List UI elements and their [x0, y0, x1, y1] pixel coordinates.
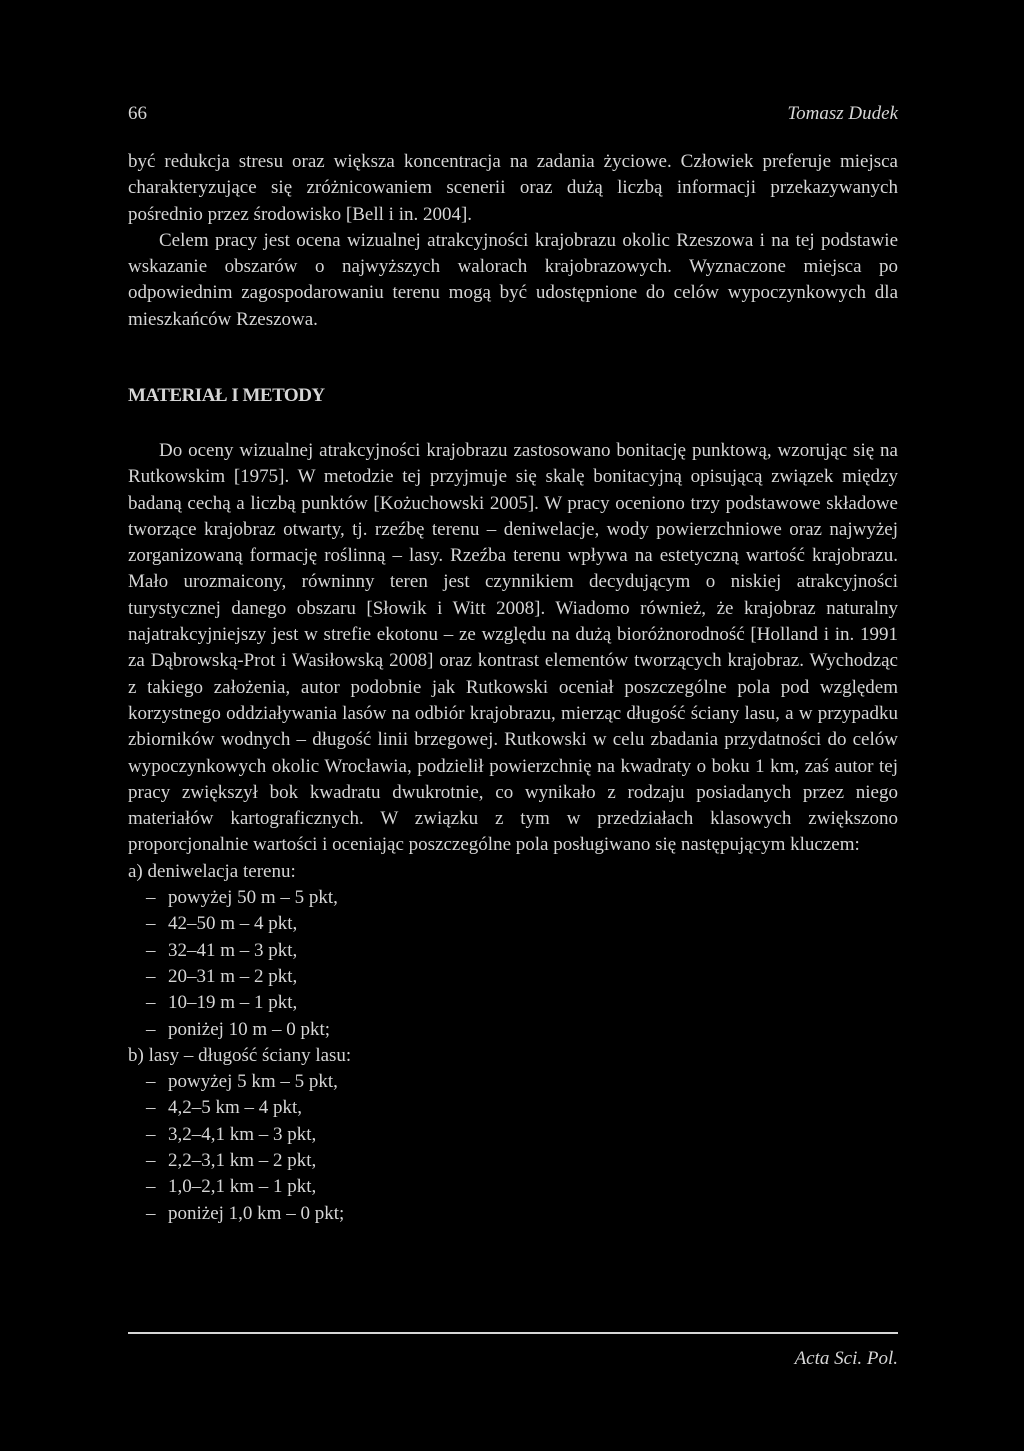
intro-paragraph-2: Celem pracy jest ocena wizualnej atrakcyjności krajobrazu okolic Rzeszowa i na tej podstawie wskazanie obszarów o najwyższych walorach krajobrazowych. Wyznaczone miejsca po odpowiednim zagospodarowaniu terenu mogą być udostępnione do celów wypoczynkowych dla mieszkańców Rzeszowa.: [128, 229, 898, 330]
list-item: – 3,2–4,1 km – 3 pkt,: [146, 1123, 317, 1145]
list-item: – powyżej 50 m – 5 pkt,: [146, 887, 338, 909]
list-item: – 20–31 m – 2 pkt,: [146, 965, 298, 987]
list-item: – poniżej 1,0 km – 0 pkt;: [146, 1202, 345, 1224]
list-item: – 42–50 m – 4 pkt,: [146, 913, 298, 935]
list-b-heading: b) lasy – długość ściany lasu:: [128, 1044, 352, 1066]
running-head-author: Tomasz Dudek: [787, 103, 898, 124]
list-deniwelacja: [128, 859, 898, 1043]
list-lasy: [128, 1043, 898, 1227]
methods-text: [128, 438, 898, 1227]
list-item: – 4,2–5 km – 4 pkt,: [146, 1097, 303, 1119]
list-item: – poniżej 10 m – 0 pkt;: [146, 1018, 331, 1040]
list-a-heading: a) deniwelacja terenu:: [128, 860, 296, 882]
list-item: – 10–19 m – 1 pkt,: [146, 992, 298, 1014]
footer-journal-name: Acta Sci. Pol.: [794, 1348, 898, 1369]
list-item: – 32–41 m – 3 pkt,: [146, 939, 298, 961]
list-item: – 1,0–2,1 km – 1 pkt,: [146, 1176, 317, 1198]
section-heading: MATERIAŁ I METODY: [128, 385, 325, 406]
footer-divider: [128, 1332, 898, 1334]
methods-paragraph: Do oceny wizualnej atrakcyjności krajobrazu zastosowano bonitację punktową, wzorując się na Rutkowskim [1975]. W metodzie tej przyjmuje się skalę bonitacyjną opisującą związek między badaną cechą a liczbą punktów [Kożuchowski 2005]. W pracy oceniono trzy podstawowe składowe tworzące krajobraz otwarty, tj. rzeźbę terenu – deniwelacje, wody powierzchniowe oraz najwyżej zorganizowaną formację roślinną – lasy. Rzeźba terenu wpływa na estetyczną wartość krajobrazu. Mało urozmaicony, równinny teren jest czynnikiem decydującym o niskiej atrakcyjności turystycznej danego obszaru [Słowik i Witt 2008]. Wiadomo również, że krajobraz naturalny najatrakcyjniejszy jest w strefie ekotonu – ze względu na dużą bioróżnorodność [Holland i in. 1991 za Dąbrowską-Prot i Wasiłowską 2008] oraz kontrast elementów tworzących krajobraz. Wychodząc z takiego założenia, autor podobnie jak Rutkowski oceniał poszczególne pola pod względem korzystnego oddziaływania lasów na odbiór krajobrazu, mierząc długość ściany lasu, a w przypadku zbiorników wodnych – długość linii brzegowej. Rutkowski w celu zbadania przydatności do celów wypoczynkowych okolic Wrocławia, podzielił powierzchnię na kwadraty o boku 1 km, zaś autor tej pracy zwiększył bok kwadratu dwukrotnie, co wynikało z rodzaju posiadanych przez niego materiałów kartograficznych. W związku z tym w przedziałach klasowych zwiększono proporcjonalnie wartości i oceniając poszczególne pola posługiwano się następującym kluczem:: [128, 440, 898, 856]
list-item: – powyżej 5 km – 5 pkt,: [146, 1071, 338, 1093]
list-item: – 2,2–3,1 km – 2 pkt,: [146, 1150, 317, 1172]
intro-paragraph-1: być redukcja stresu oraz większa koncentracja na zadania życiowe. Człowiek preferuje miejsca charakteryzujące się zróżnicowaniem scenerii oraz dużą liczbą informacji przekazywanych pośrednio przez środowisko [Bell i in. 2004].: [128, 151, 898, 225]
page-number: 66: [128, 103, 147, 124]
running-head: [128, 103, 898, 127]
intro-text: [128, 149, 898, 333]
